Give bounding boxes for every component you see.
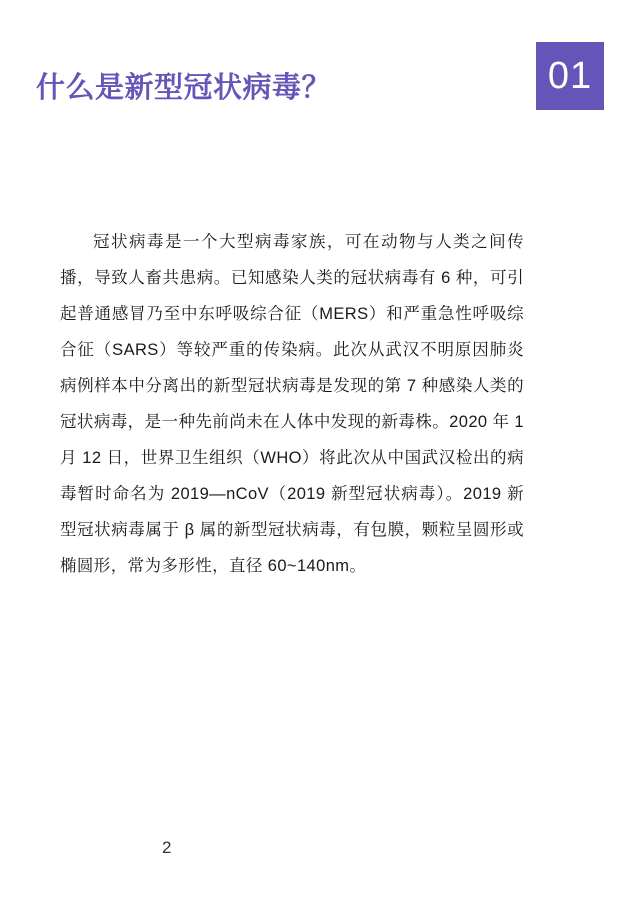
page-title: 什么是新型冠状病毒？ — [36, 72, 332, 105]
section-number-badge — [536, 42, 604, 110]
body-content — [60, 225, 524, 585]
body-paragraph: 冠状病毒是一个大型病毒家族，可在动物与人类之间传播，导致人畜共患病。已知感染人类的冠状病毒有 6 种，可引起普通感冒乃至中东呼吸综合征（MERS）和严重急性呼吸综合征（SARS）等较严重的传染病。此次从武汉不明原因肺炎病例样本中分离出的新型冠状病毒是发现的第 7 种感染人类的冠状病毒，是一种先前尚未在人体中发现的新毒株。2020 年 1 月 12 日，世界卫生组织（WHO）将此次从中国武汉检出的病毒暂时命名为 2019—nCoV（2019 新型冠状病毒）。2019 新型冠状病毒属于 β 属的新型冠状病毒，有包膜，颗粒呈圆形或椭圆形，常为多形性，直径 60~140nm。 — [60, 233, 524, 575]
page-header — [0, 42, 640, 112]
page-number: 2 — [162, 838, 172, 857]
section-number-label: 01 — [547, 55, 593, 97]
